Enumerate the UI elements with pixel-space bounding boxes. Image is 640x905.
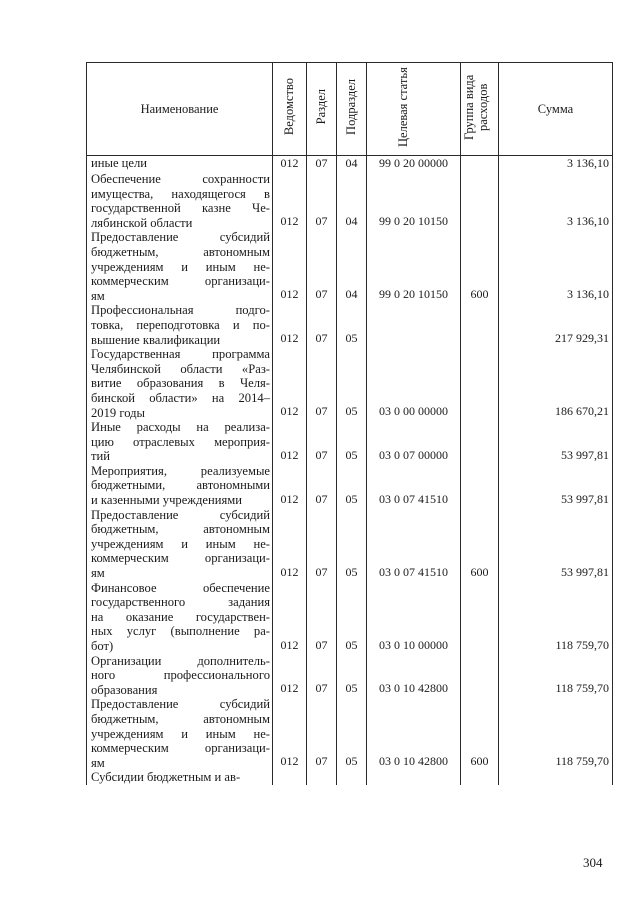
table-body [87,156,613,785]
row-name-line: Иные расходы на реализа- [91,420,270,435]
row-section: 07 [307,230,337,303]
row-sum: 118 759,70 [499,697,613,770]
row-group [461,654,499,698]
row-name [87,581,273,654]
row-sum: 53 997,81 [499,420,613,464]
row-target: 99 0 20 10150 [367,172,461,230]
row-name [87,697,273,770]
table-row [87,420,613,464]
row-name-line: ных услуг (выполнение ра- [91,624,270,639]
row-section: 07 [307,156,337,173]
row-group: 600 [461,697,499,770]
row-name-line: Предоставление субсидий [91,230,270,245]
table-row [87,508,613,581]
row-group [461,172,499,230]
row-name-line: и казенными учреждениями [91,493,242,508]
row-subsection: 05 [337,420,367,464]
row-sum: 118 759,70 [499,654,613,698]
row-section: 07 [307,654,337,698]
row-sum: 3 136,10 [499,172,613,230]
row-section: 07 [307,303,337,347]
header-sum: Сумма [499,63,613,156]
row-name-line: Организации дополнитель- [91,653,270,668]
row-dept: 012 [273,464,307,508]
row-dept: 012 [273,654,307,698]
table-row [87,303,613,347]
row-target: 03 0 07 00000 [367,420,461,464]
row-group [461,347,499,420]
header-name: Наименование [87,63,273,156]
table-row [87,230,613,303]
row-group [461,770,499,785]
row-section: 07 [307,508,337,581]
row-name-line: коммерческим организаци- [91,274,270,289]
row-name-line: вышение квалификации [91,332,221,347]
table-row [87,697,613,770]
row-name [87,508,273,581]
row-name-line: государственного задания [91,595,270,610]
header-dept: Ведомство [273,63,307,156]
row-name-line: Финансовое обеспечение [91,580,270,595]
row-target: 03 0 10 42800 [367,697,461,770]
row-dept: 012 [273,303,307,347]
table-row [87,770,613,785]
row-section [307,770,337,785]
row-section: 07 [307,420,337,464]
row-name-line: бот) [91,639,114,653]
row-name [87,347,273,420]
row-subsection: 05 [337,697,367,770]
row-target: 03 0 00 00000 [367,347,461,420]
row-section: 07 [307,581,337,654]
header-section: Раздел [307,63,337,156]
row-target: 03 0 10 42800 [367,654,461,698]
row-dept: 012 [273,581,307,654]
row-name-line: товка, переподготовка и по- [91,317,270,332]
row-name-line: учреждениям и иным не- [91,726,270,741]
row-name-line: ям [91,755,105,770]
row-name-line: Мероприятия, реализуемые [91,463,270,478]
row-name-line: 2019 годы [91,405,145,420]
row-target [367,770,461,785]
row-dept: 012 [273,172,307,230]
row-name-line: Государственная программа [91,347,270,362]
row-name-line: учреждениям и иным не- [91,259,270,274]
table-row [87,172,613,230]
row-name-line: учреждениям и иным не- [91,536,270,551]
table-row [87,347,613,420]
page-number: 304 [583,855,603,870]
row-name-line: коммерческим организаци- [91,741,270,756]
row-subsection: 05 [337,303,367,347]
table-header-row [87,63,613,156]
row-dept: 012 [273,697,307,770]
row-dept [273,770,307,785]
table-row [87,581,613,654]
row-name [87,172,273,230]
row-name-line: коммерческим организаци- [91,551,270,566]
row-name-line: ного профессионального [91,668,270,683]
row-name [87,156,273,173]
row-subsection: 04 [337,230,367,303]
row-name-line: Челябинской области «Раз- [91,361,270,376]
table-row [87,156,613,173]
row-section: 07 [307,347,337,420]
row-sum: 53 997,81 [499,508,613,581]
row-name-line: бюджетными, автономными [91,478,270,493]
row-name [87,770,273,785]
row-name-line: витие образования в Челя- [91,376,270,391]
row-name-line: Обеспечение сохранности [91,172,270,186]
row-group [461,581,499,654]
row-dept: 012 [273,420,307,464]
row-name-line: тий [91,449,110,464]
row-target [367,303,461,347]
row-subsection: 04 [337,172,367,230]
table-row [87,464,613,508]
row-section: 07 [307,697,337,770]
table-row [87,654,613,698]
row-target: 03 0 10 00000 [367,581,461,654]
header-subsection: Подраздел [337,63,367,156]
row-name [87,654,273,698]
row-dept: 012 [273,508,307,581]
row-target: 03 0 07 41510 [367,464,461,508]
row-name-line: Предоставление субсидий [91,507,270,522]
row-name-line: бюджетным, автономным [91,711,270,726]
row-group [461,303,499,347]
row-group: 600 [461,230,499,303]
row-sum: 53 997,81 [499,464,613,508]
row-name-line: ям [91,288,105,303]
row-section: 07 [307,172,337,230]
row-subsection: 05 [337,347,367,420]
row-subsection: 05 [337,581,367,654]
row-name-line: имущества, находящегося в [91,186,270,201]
row-target: 03 0 07 41510 [367,508,461,581]
row-name-line: лябинской области [91,215,193,230]
row-name-line: Профессиональная подго- [91,303,270,318]
row-subsection: 04 [337,156,367,173]
row-name-line: государственной казне Че- [91,201,270,216]
row-dept: 012 [273,230,307,303]
row-sum: 217 929,31 [499,303,613,347]
row-subsection: 05 [337,464,367,508]
row-sum: 3 136,10 [499,230,613,303]
row-name-line: на оказание государствен- [91,609,270,624]
row-target: 99 0 20 00000 [367,156,461,173]
row-name [87,230,273,303]
row-group [461,464,499,508]
row-name [87,303,273,347]
row-name-line: иные цели [91,156,148,170]
row-name-line: бюджетным, автономным [91,522,270,537]
row-name-line: цию отраслевых мероприя- [91,434,270,449]
row-dept: 012 [273,156,307,173]
row-name-line: бинской области» на 2014– [91,390,270,405]
header-group: Группа вида расходов [461,63,499,156]
row-name-line: образования [91,682,158,697]
row-group: 600 [461,508,499,581]
row-sum [499,770,613,785]
row-group [461,420,499,464]
row-sum: 118 759,70 [499,581,613,654]
row-subsection: 05 [337,654,367,698]
header-target: Целевая статья [367,63,461,156]
row-name-line: бюджетным, автономным [91,244,270,259]
row-subsection: 05 [337,508,367,581]
row-name-line: Предоставление субсидий [91,697,270,712]
budget-table [86,62,613,785]
row-name [87,464,273,508]
row-section: 07 [307,464,337,508]
row-group [461,156,499,173]
row-name [87,420,273,464]
row-subsection [337,770,367,785]
row-sum: 186 670,21 [499,347,613,420]
row-dept: 012 [273,347,307,420]
row-name-line: ям [91,566,105,581]
row-target: 99 0 20 10150 [367,230,461,303]
row-sum: 3 136,10 [499,156,613,173]
row-name-line: Субсидии бюджетным и ав- [91,770,241,785]
